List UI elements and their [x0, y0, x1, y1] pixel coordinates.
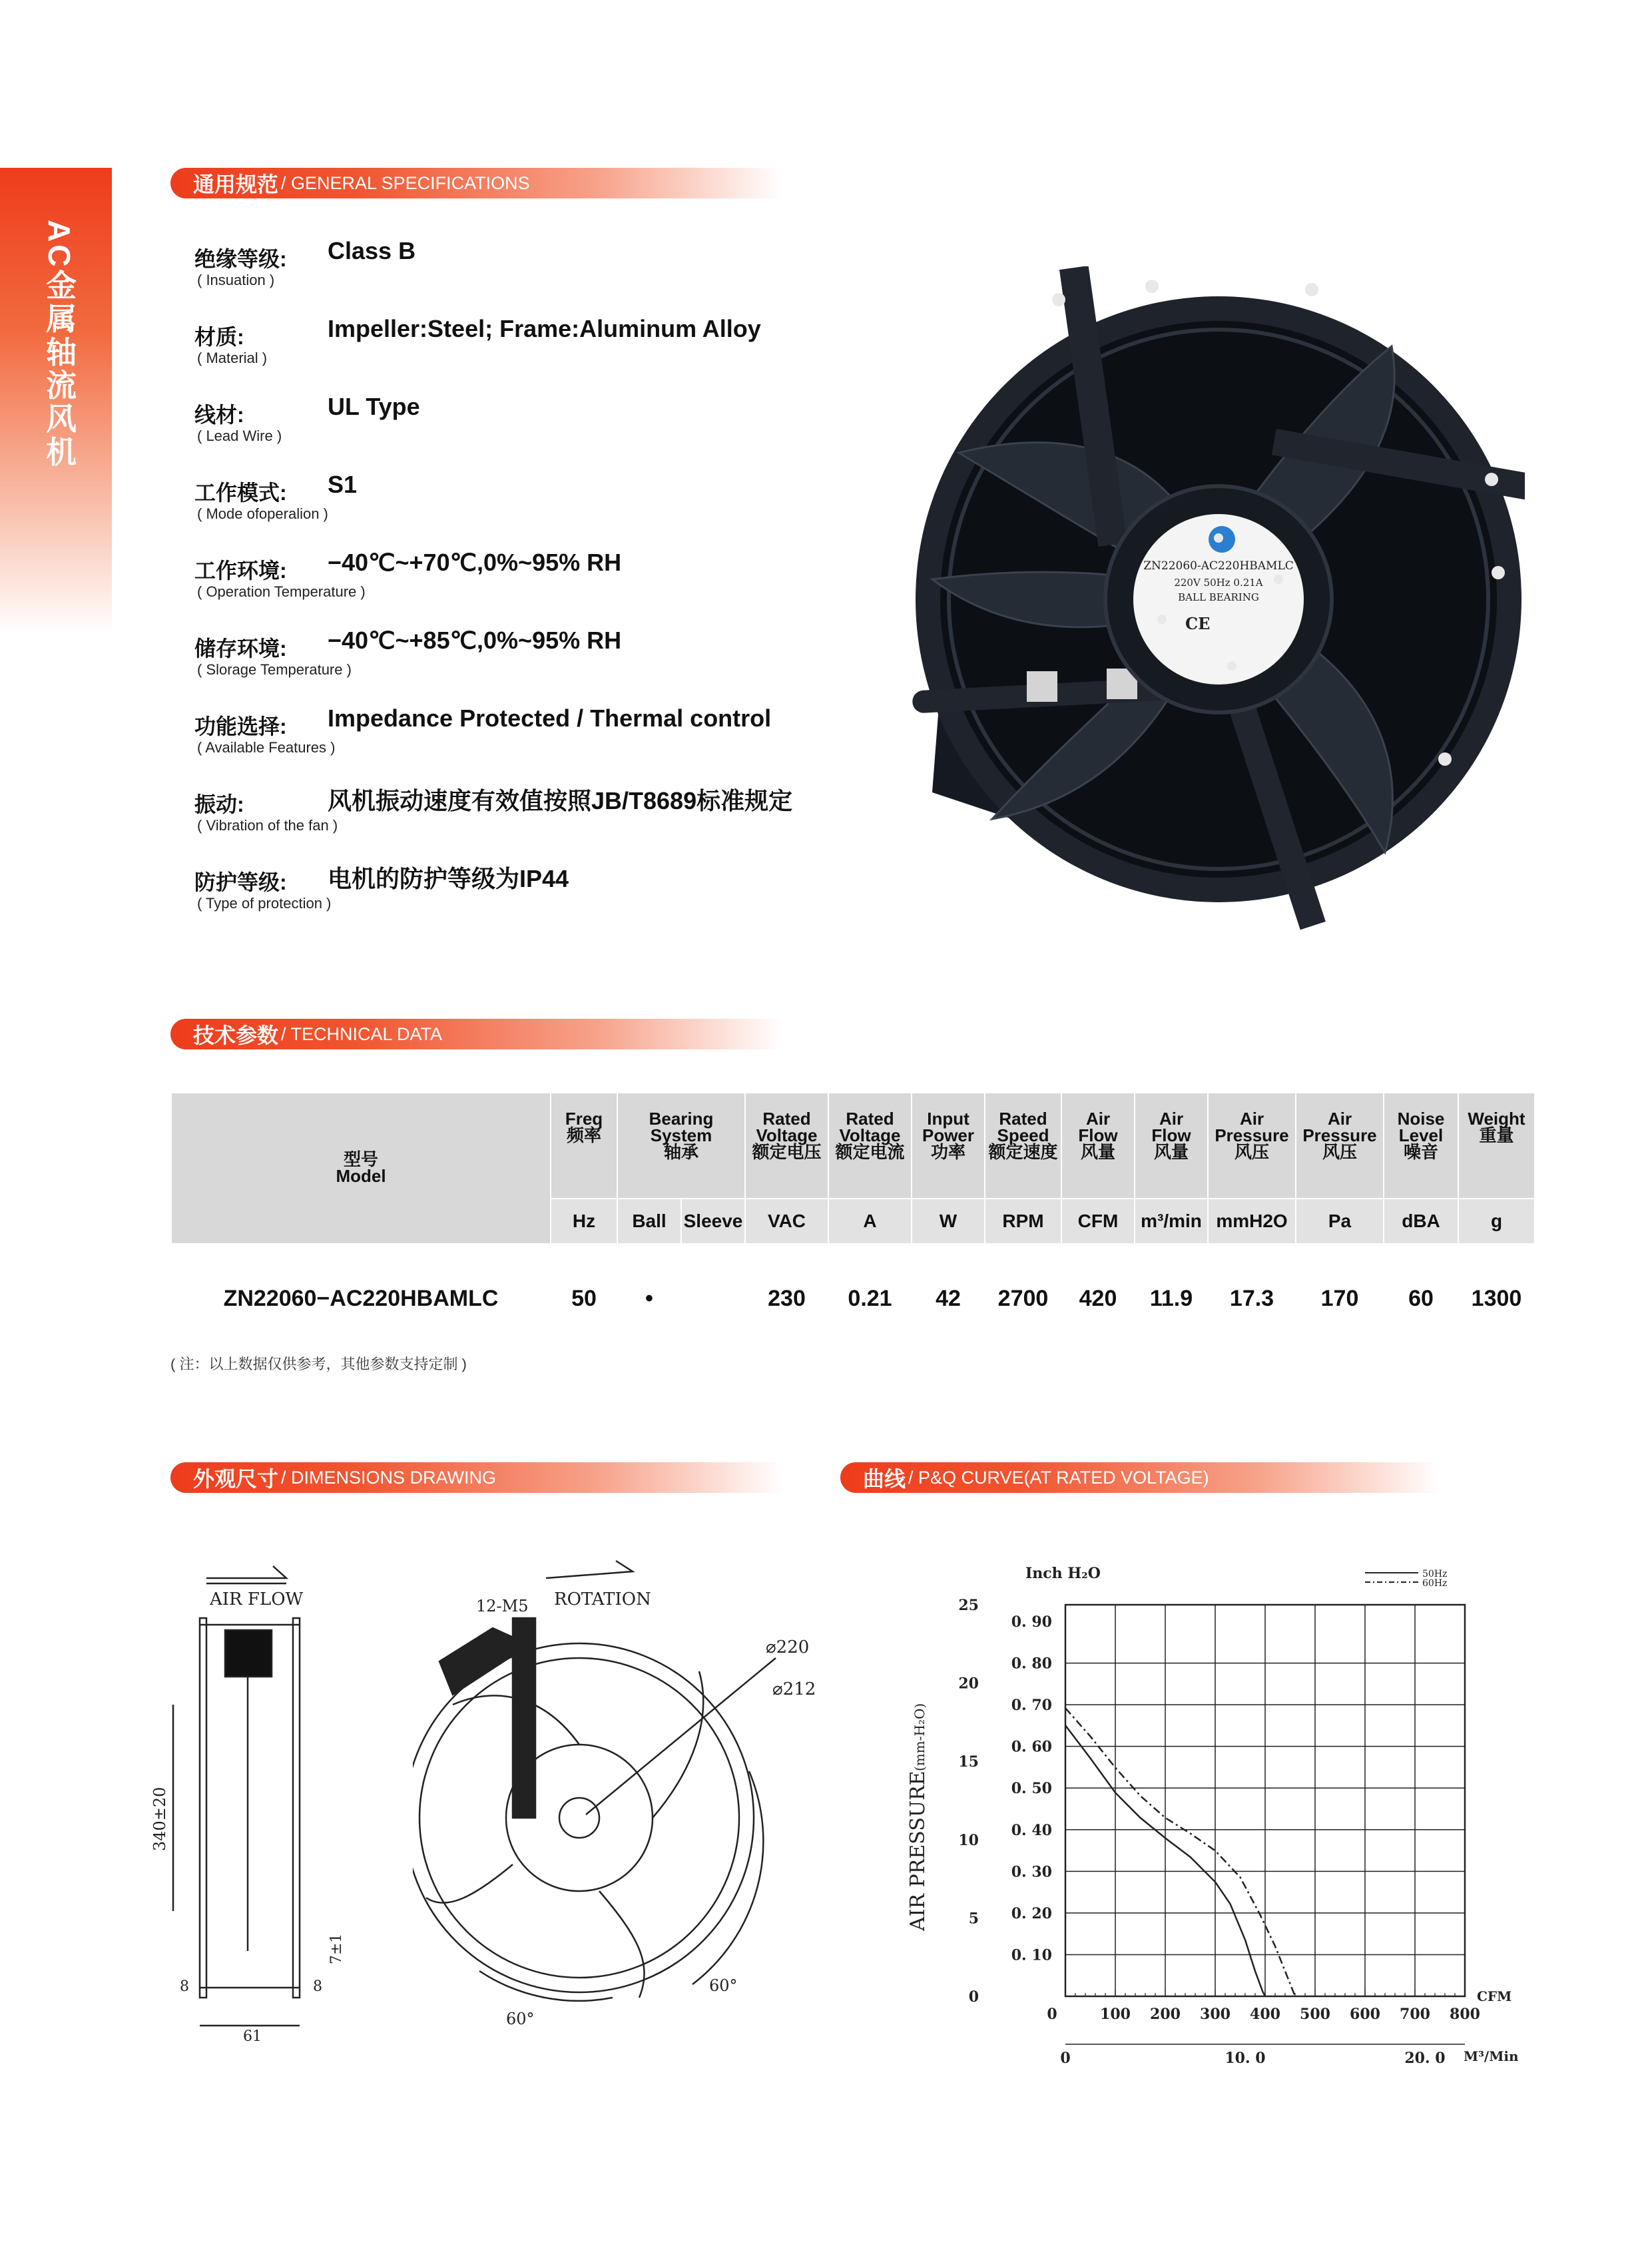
header-line: Input — [927, 1109, 969, 1129]
dim-61: 61 — [243, 2028, 262, 2044]
chart-series — [1065, 1708, 1295, 1996]
header-line: Voltage — [756, 1125, 818, 1145]
header-air-flow-cfm — [1061, 1093, 1135, 1199]
spec-value: 电机的防护等级为IP44 — [328, 865, 569, 892]
table-note: ( 注：以上数据仅供参考，其他参数支持定制 ) — [170, 1356, 467, 1372]
header-input-power — [912, 1093, 985, 1199]
unit-cell: Sleeve — [681, 1199, 745, 1244]
fan-product-image — [859, 266, 1525, 932]
front-lead-bar — [513, 1618, 535, 1818]
x2-axis-unit: M³/Min — [1464, 2048, 1518, 2064]
general-specs-title-en: / GENERAL SPECIFICATIONS — [281, 172, 530, 193]
curve-title-en: / P&Q CURVE(AT RATED VOLTAGE) — [908, 1467, 1209, 1488]
y2-tick-label: 0. 40 — [1011, 1821, 1052, 1839]
header-rated-voltage — [745, 1093, 828, 1199]
legend-50hz: 50Hz — [1422, 1569, 1448, 1579]
cell-value: 230 — [745, 1244, 828, 1353]
spec-label: 工作模式: — [194, 481, 287, 505]
y2-tick-label: 0. 30 — [1011, 1863, 1052, 1881]
header-line: 风压 — [1234, 1142, 1269, 1162]
mounting-hole — [1145, 280, 1159, 293]
cell-value: 42 — [912, 1244, 985, 1353]
technical-data-title-en: / TECHNICAL DATA — [281, 1023, 443, 1044]
spec-label: 功能选择: — [194, 714, 287, 738]
y-tick-label: 25 — [958, 1597, 979, 1614]
spec-label: 防护等级: — [194, 870, 287, 894]
series-line-60hz — [1065, 1708, 1295, 1996]
y2-tick-label: 0. 60 — [1011, 1738, 1052, 1756]
fan-label-bearing: BALL BEARING — [1178, 591, 1259, 603]
y2-tick-label: 0. 50 — [1011, 1780, 1052, 1798]
front-frame-inner — [419, 1658, 739, 1978]
y-axis-unit: (mm-H₂O) — [912, 1703, 928, 1771]
spec-label: 材质: — [194, 325, 244, 349]
rotation-label: ROTATION — [554, 1589, 651, 1609]
y-tick-label: 5 — [968, 1910, 979, 1928]
spec-row-material — [194, 315, 860, 388]
header-line: 轴承 — [663, 1142, 698, 1162]
x-tick-label: 500 — [1300, 2006, 1330, 2023]
header-line: Rated — [762, 1109, 811, 1129]
header-line: 重量 — [1479, 1125, 1514, 1145]
dimensions-title-en: / DIMENSIONS DRAWING — [281, 1467, 497, 1488]
spec-label: 线材: — [194, 403, 244, 427]
side-view-drawing — [133, 1551, 386, 2044]
header-line: 额定速度 — [988, 1142, 1058, 1162]
unit-cell: VAC — [745, 1199, 828, 1244]
x-tick-label: 300 — [1200, 2006, 1231, 2023]
unit-cell: CFM — [1061, 1199, 1135, 1244]
dim-lead-length: 340±20 — [150, 1787, 169, 1851]
legend-60hz: 60Hz — [1422, 1578, 1448, 1589]
curve-title-cn: 曲线 — [863, 1467, 906, 1491]
mounting-hole — [1214, 533, 1223, 543]
header-line: 额定电压 — [752, 1142, 822, 1162]
cell-value: 17.3 — [1208, 1244, 1296, 1353]
unit-cell: A — [828, 1199, 912, 1244]
y-tick-label: 10 — [958, 1831, 979, 1849]
spec-sub: ( Mode ofoperalion ) — [197, 505, 328, 522]
unit-cell: RPM — [985, 1199, 1061, 1244]
header-line: Air — [1327, 1109, 1352, 1129]
mounting-hole — [1157, 615, 1167, 624]
y2-tick-label: 0. 90 — [1011, 1613, 1052, 1631]
side-frame-right — [293, 1618, 300, 1998]
spec-sub: ( Vibration of the fan ) — [197, 817, 338, 834]
header-noise — [1384, 1093, 1458, 1199]
spec-sub: ( Material ) — [197, 350, 268, 366]
cable-clip — [1027, 671, 1057, 702]
header-line: Rated — [846, 1109, 894, 1129]
mounting-hole — [1492, 566, 1505, 579]
cell-value — [681, 1244, 745, 1353]
angle-right-label: 60° — [709, 1976, 738, 1995]
cell-value: 170 — [1296, 1244, 1384, 1353]
mounting-hole — [1438, 752, 1452, 766]
spec-label: 储存环境: — [194, 637, 287, 661]
front-blade-outline — [426, 1864, 513, 1903]
x2-tick-label: 0 — [1060, 2050, 1071, 2067]
header-air-pressure-pa — [1296, 1093, 1384, 1199]
header-line: Noise — [1397, 1109, 1445, 1129]
header-rated-speed — [985, 1093, 1061, 1199]
x-axis-unit: CFM — [1477, 1988, 1512, 2004]
header-line: Flow — [1078, 1125, 1118, 1145]
air-flow-arrow — [206, 1566, 286, 1583]
x-tick-label: 100 — [1100, 2006, 1131, 2023]
y2-tick-label: 0. 80 — [1011, 1655, 1052, 1673]
header-air-pressure-mm — [1208, 1093, 1296, 1199]
front-hub-inner — [559, 1798, 599, 1838]
unit-cell: dBA — [1384, 1199, 1458, 1244]
angle-arc-left — [479, 1971, 613, 2001]
header-line: Weight — [1468, 1109, 1525, 1129]
spec-value: −40℃~+85℃,0%~95% RH — [328, 627, 622, 654]
header-line: 频率 — [566, 1125, 601, 1145]
y-tick-label: 0 — [968, 1988, 979, 2006]
header-line: Voltage — [839, 1125, 901, 1145]
spec-row-operation-temp — [194, 549, 860, 622]
header-line: Speed — [997, 1125, 1049, 1145]
header-line: Air — [1159, 1109, 1184, 1129]
spec-sub: ( Type of protection ) — [197, 895, 332, 912]
front-view-drawing — [413, 1551, 826, 2044]
header-line: Pressure — [1215, 1125, 1289, 1145]
angle-left-label: 60° — [506, 2010, 535, 2028]
x2-tick-label: 20. 0 — [1404, 2050, 1446, 2067]
header-line: Rated — [999, 1109, 1047, 1129]
spec-value: UL Type — [328, 393, 420, 420]
spec-row-protection — [194, 860, 860, 934]
table-row — [171, 1244, 1535, 1353]
spec-label: 工作环境: — [194, 559, 287, 583]
x-tick-label: 800 — [1450, 2006, 1480, 2023]
unit-cell: Pa — [1296, 1199, 1384, 1244]
header-line: Level — [1398, 1125, 1444, 1145]
header-line: System — [650, 1125, 712, 1145]
unit-cell: Hz — [551, 1199, 617, 1244]
unit-cell: Ball — [617, 1199, 681, 1244]
x-tick-label: 400 — [1250, 2006, 1280, 2023]
spec-value: S1 — [328, 471, 358, 498]
spec-sub: ( Available Features ) — [197, 739, 336, 756]
chart-grid — [1065, 1605, 1465, 1996]
air-flow-label: AIR FLOW — [210, 1589, 304, 1609]
technical-data-table — [170, 1092, 1535, 1354]
x2-tick-label: 10. 0 — [1225, 2050, 1266, 2067]
y-tick-label: 15 — [958, 1753, 979, 1771]
x-tick-label: 200 — [1150, 2006, 1181, 2023]
x-tick-label: 700 — [1400, 2006, 1430, 2023]
x-tick-label: 0 — [1047, 2006, 1057, 2023]
header-line: 风量 — [1080, 1142, 1115, 1162]
ce-mark-icon: CE — [1185, 614, 1211, 633]
spec-row-lead-wire — [194, 393, 860, 466]
spec-sub: ( Slorage Temperature ) — [197, 661, 352, 678]
header-freq — [551, 1093, 617, 1199]
unit-cell: W — [912, 1199, 985, 1244]
mounting-hole — [1052, 293, 1065, 306]
spec-sub: ( Operation Temperature ) — [197, 583, 366, 600]
dia-leader — [586, 1658, 776, 1815]
header-line: Air — [1239, 1109, 1264, 1129]
y-tick-label: 20 — [958, 1675, 979, 1693]
spec-sub: ( Lead Wire ) — [197, 427, 282, 444]
header-line: Flow — [1151, 1125, 1191, 1145]
y2-axis-title: Inch H₂O — [1025, 1565, 1101, 1582]
pq-curve-chart — [886, 1551, 1518, 2071]
sidebar-title: AC金属轴流风机 — [42, 220, 77, 469]
spec-sub: ( Insuation ) — [197, 272, 275, 288]
cell-value: 0.21 — [828, 1244, 912, 1353]
header-model-cn: 型号 — [343, 1149, 378, 1169]
header-rated-current — [828, 1093, 912, 1199]
cell-value: 2700 — [985, 1244, 1061, 1353]
cell-value: 50 — [551, 1244, 617, 1353]
header-line: Air — [1085, 1109, 1111, 1129]
header-line: Freq — [565, 1109, 603, 1129]
spec-value: Class B — [328, 237, 416, 264]
header-line: Pressure — [1302, 1125, 1377, 1145]
header-air-flow-m3 — [1135, 1093, 1208, 1199]
dim-8-left: 8 — [180, 1978, 189, 1995]
header-line: 额定电流 — [835, 1142, 905, 1162]
header-line: 风压 — [1322, 1142, 1357, 1162]
spec-row-vibration — [194, 782, 860, 856]
cell-value: 60 — [1384, 1244, 1458, 1353]
x-tick-label: 600 — [1350, 2006, 1380, 2023]
side-frame-left — [200, 1618, 206, 1998]
cell-value: 11.9 — [1135, 1244, 1208, 1353]
spec-row-storage-temp — [194, 627, 860, 700]
fan-label-rating: 220V 50Hz 0.21A — [1174, 577, 1263, 589]
header-line: 噪音 — [1403, 1142, 1438, 1162]
technical-data-title-cn: 技术参数 — [193, 1023, 279, 1047]
header-line: 风量 — [1153, 1142, 1189, 1162]
spec-value: Impedance Protected / Thermal control — [328, 704, 772, 732]
dim-8-right: 8 — [313, 1978, 322, 1995]
spec-value: Impeller:Steel; Frame:Aluminum Alloy — [328, 315, 761, 342]
dia-inner-label: ⌀212 — [772, 1679, 816, 1699]
y2-tick-label: 0. 70 — [1011, 1697, 1052, 1715]
cell-value: 1300 — [1458, 1244, 1535, 1353]
front-blade-outline — [653, 1671, 703, 1818]
dimensions-header — [170, 1462, 783, 1493]
header-line: 功率 — [930, 1142, 965, 1162]
y2-tick-label: 0. 20 — [1011, 1904, 1052, 1922]
unit-cell: mmH2O — [1208, 1199, 1296, 1244]
side-motor — [225, 1630, 272, 1677]
unit-cell: g — [1458, 1199, 1535, 1244]
spec-row-features — [194, 704, 860, 778]
header-model-en: Model — [336, 1166, 386, 1186]
table-header-row — [171, 1093, 1535, 1199]
cell-model: ZN22060−AC220HBAMLC — [171, 1244, 551, 1353]
general-specs-header — [170, 168, 783, 198]
header-weight — [1458, 1093, 1535, 1199]
spec-label: 振动: — [194, 792, 244, 816]
dimensions-title-cn: 外观尺寸 — [193, 1467, 279, 1491]
dia-outer-label: ⌀220 — [766, 1637, 810, 1657]
header-model — [171, 1093, 551, 1244]
y2-tick-label: 0. 10 — [1011, 1946, 1052, 1964]
rotation-arrow — [546, 1561, 633, 1578]
unit-cell: m³/min — [1135, 1199, 1208, 1244]
fan-label-model: ZN22060-AC220HBAMLC — [1143, 559, 1294, 573]
mounting-hole — [1485, 473, 1498, 486]
cell-value: • — [617, 1244, 681, 1353]
dim-7: 7±1 — [328, 1933, 345, 1964]
technical-data-header — [170, 1019, 783, 1049]
spec-row-mode — [194, 471, 860, 544]
screw-label: 12-M5 — [476, 1597, 529, 1615]
spec-label: 绝缘等级: — [194, 247, 287, 271]
mounting-hole — [1274, 575, 1283, 584]
spec-value: 风机振动速度有效值按照JB/T8689标准规定 — [328, 787, 793, 814]
curve-header — [840, 1462, 1440, 1493]
y-axis-title: AIR PRESSURE — [906, 1771, 930, 1931]
mounting-hole — [1305, 283, 1318, 296]
general-specs-title-cn: 通用规范 — [193, 172, 279, 196]
header-line: Power — [922, 1125, 975, 1145]
cell-value: 420 — [1061, 1244, 1135, 1353]
spec-row-insulation — [194, 237, 860, 310]
mounting-hole — [1227, 661, 1237, 671]
spec-value: −40℃~+70℃,0%~95% RH — [328, 549, 622, 576]
header-bearing — [617, 1093, 745, 1199]
header-line: Bearing — [649, 1109, 714, 1129]
